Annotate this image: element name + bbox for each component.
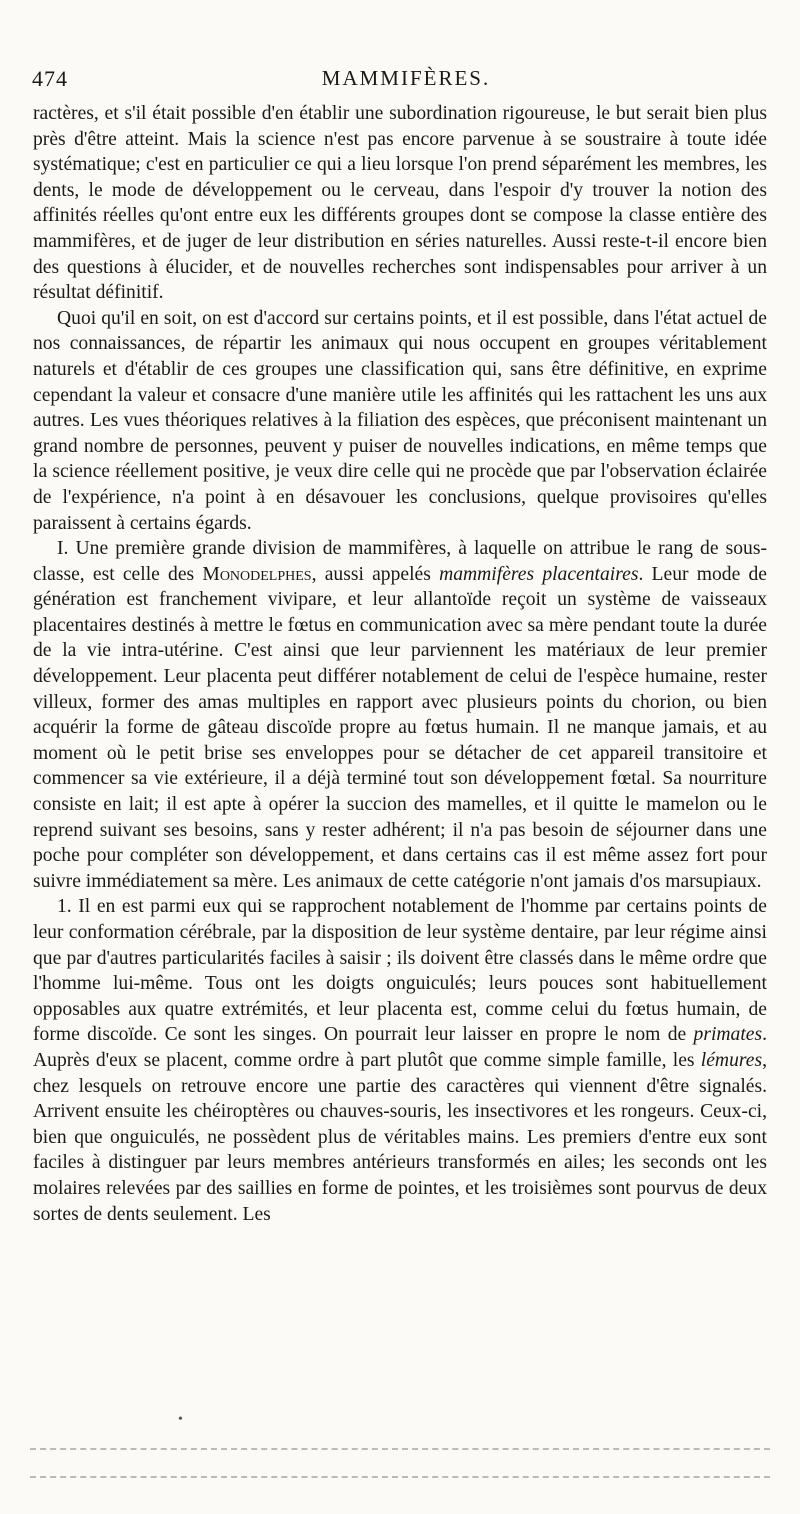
text-run: , chez lesquels on retrouve encore une partie des caractères qui viennent d'être signalés. Arrivent ensuite les chéiroptères ou chauves-souris, les insectivores et les rongeurs. Ceux-ci, bien que onguiculés, ne possèdent plus de véritables mains. Les premiers d'entre eux sont faciles à distinguer par leurs membres antérieurs transformés en ailes; les seconds ont les molaires relevées par des saillies en forme de pointes, et les troisièmes sont pourvus de deux sortes de dents seulement. Les [33, 1049, 767, 1225]
page-header [32, 66, 768, 96]
term-primates: primates [693, 1024, 763, 1046]
text-run: . Auprès d'eux se placent, comme ordre à part plutôt que comme simple famille, les [33, 1024, 767, 1071]
running-head: MAMMIFÈRES. [321, 66, 491, 90]
paragraph-monodelphes [33, 536, 767, 894]
paragraph-classification: Quoi qu'il en soit, on est d'accord sur certains points, et il est possible, dans l'état actuel de nos connaissances, de répartir les animaux qui nous occupent en groupes véritablement naturels et d'établir de ces groupes une classification qui, sans être définitive, en exprime cependant la valeur et consacre d'une manière utile les affinités qui les rattachent les uns aux autres. Les vues théoriques relatives à la filiation des espèces, que préconisent maintenant un grand nombre de personnes, peuvent y puiser de nouvelles indications, en même temps que la science réellement positive, je veux dire celle qui ne procède que par l'observation éclairée de l'expérience, n'a point à en désavouer les conclusions, quelque provisoires qu'elles paraissent à certains égards. [33, 307, 767, 534]
text-run: , aussi appelés [311, 563, 440, 585]
term-monodelphes: Monodelphes [202, 563, 312, 585]
page-body [33, 101, 767, 1227]
page-number: 474 [32, 66, 68, 91]
bleed-through-rule [30, 1476, 770, 1478]
text-run: . Leur mode de génération est franchement vivipare, et leur allantoïde reçoit un système de vaisseaux placentaires destinés à mettre le fœtus en communication avec sa mère pendant toute la durée de la vie intra-utérine. C'est ainsi que leur parviennent les matériaux de leur premier développement. Leur placenta peut différer notablement de celui de l'espèce humaine, rester villeux, former des amas multiples en rapport avec plusieurs points du chorion, ou bien acquérir la forme de gâteau discoïde propre au fœtus humain. Il ne manque jamais, et au moment où le petit brise ses enveloppes pour se détacher de cet appareil transitoire et commencer sa vie extérieure, il a déjà terminé tout son développement fœtal. Sa nourriture consiste en lait; il est apte à opérer la succion des mamelles, et il quitte le mamelon ou le reprend suivant ses besoins, sans y rester adhérent; il n'a pas besoin de séjourner dans une poche pour compléter son développement, et dans certains cas il est même assez fort pour suivre immédiatement sa mère. Les animaux de cette catégorie n'ont jamais d'os marsupiaux. [33, 563, 767, 892]
term-lemures: lémures [700, 1049, 763, 1071]
term-mammiferes-placentaires: mammifères placentaires [439, 563, 639, 585]
bleed-through-rule [30, 1448, 770, 1450]
paragraph-continuation: ractères, et s'il était possible d'en établir une subordination rigoureuse, le but serait bien plus près d'être atteint. Mais la science n'est pas encore parvenue à se soustraire à toute idée systématique; c'est en particulier ce qui a lieu lorsque l'on prend séparément les membres, les dents, le mode de développement ou le cerveau, dans l'espoir d'y trouver la notion des affinités réelles qu'ont entre eux les différents groupes dont se compose la classe entière des mammifères, et de juger de leur distribution en séries naturelles. Aussi reste-t-il encore bien des questions à élucider, et de nouvelles recherches sont indispensables pour arriver à un résultat définitif. [33, 103, 767, 304]
text-run: I. Une première grande division de mammifères, à laquelle on attribue le rang de sous-classe, est celle des [33, 538, 767, 585]
text-run: 1. Il en est parmi eux qui se rapprochent notablement de l'homme par certains points de leur conformation cérébrale, par la disposition de leur système dentaire, par leur régime ainsi que par d'autres particularités faciles à saisir ; ils doivent être classés dans le même ordre que l'homme lui-même. Tous ont les doigts onguiculés; leurs pouces sont habituellement opposables aux quatre extrémités, et leur placenta est, comme celui du fœtus humain, de forme discoïde. Ce sont les singes. On pourrait leur laisser en propre le nom de [33, 896, 767, 1046]
paragraph-primates [33, 894, 767, 1227]
ink-speck: • [178, 1412, 183, 1427]
